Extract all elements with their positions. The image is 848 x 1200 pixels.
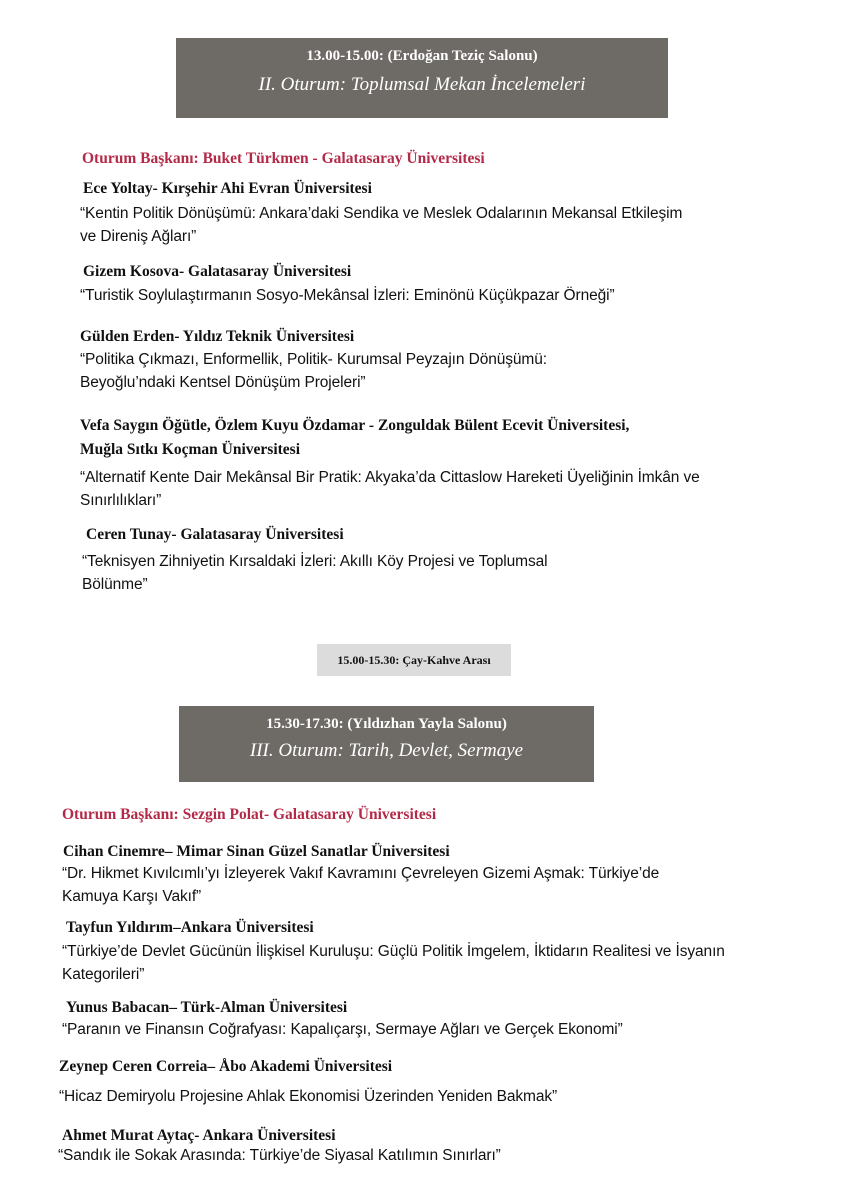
talk-title-line: “Sandık ile Sokak Arasında: Türkiye’de Siyasal Katılımın Sınırları” bbox=[58, 1147, 501, 1164]
talk-title-line: Kamuya Karşı Vakıf” bbox=[62, 888, 202, 905]
session3-chair: Oturum Başkanı: Sezgin Polat- Galatasaray Üniversitesi bbox=[62, 806, 437, 823]
talk-author: Ece Yoltay- Kırşehir Ahi Evran Üniversitesi bbox=[83, 180, 372, 197]
talk-title bbox=[80, 348, 780, 394]
talk-title bbox=[80, 202, 780, 248]
talk-title-line: “Politika Çıkmazı, Enformellik, Politik- Kurumsal Peyzajın Dönüşümü: bbox=[80, 351, 547, 368]
talk-author: Ceren Tunay- Galatasaray Üniversitesi bbox=[86, 526, 344, 543]
talk-title bbox=[82, 550, 702, 596]
talk-title bbox=[58, 1144, 778, 1167]
talk-author: Yunus Babacan– Türk-Alman Üniversitesi bbox=[66, 999, 348, 1016]
session3-header bbox=[179, 706, 594, 782]
talk-title-line: Kategorileri” bbox=[62, 966, 145, 983]
talk-title-line: Sınırlılıkları” bbox=[80, 492, 162, 509]
talk-title-line: “Dr. Hikmet Kıvılcımlı’yı İzleyerek Vakıf Kavramını Çevreleyen Gizemi Aşmak: Türkiye’de bbox=[62, 865, 660, 882]
session3-title: III. Oturum: Tarih, Devlet, Sermaye bbox=[249, 740, 524, 761]
talk-title bbox=[62, 862, 782, 908]
talk-title-line: “Hicaz Demiryolu Projesine Ahlak Ekonomisi Üzerinden Yeniden Bakmak” bbox=[59, 1088, 558, 1105]
talk-title bbox=[80, 284, 780, 307]
talk-author: Tayfun Yıldırım–Ankara Üniversitesi bbox=[66, 919, 314, 936]
talk-title-line: “Paranın ve Finansın Coğrafyası: Kapalıçarşı, Sermaye Ağları ve Gerçek Ekonomi” bbox=[62, 1021, 623, 1038]
session2-time: 13.00-15.00: (Erdoğan Teziç Salonu) bbox=[306, 48, 538, 64]
talk-author-line: Muğla Sıtkı Koçman Üniversitesi bbox=[80, 441, 301, 458]
talk-title-line: “Teknisyen Zihniyetin Kırsaldaki İzleri: Akıllı Köy Projesi ve Toplumsal bbox=[82, 553, 548, 570]
talk-author bbox=[80, 414, 629, 462]
talk-author: Gülden Erden- Yıldız Teknik Üniversitesi bbox=[80, 328, 355, 345]
talk-author-line: Vefa Saygın Öğütle, Özlem Kuyu Özdamar - Zonguldak Bülent Ecevit Üniversitesi, bbox=[80, 417, 630, 434]
talk-author: Gizem Kosova- Galatasaray Üniversitesi bbox=[83, 263, 352, 280]
talk-title-line: “Alternatif Kente Dair Mekânsal Bir Pratik: Akyaka’da Cittaslow Hareketi Üyeliğinin İmkân ve bbox=[80, 469, 700, 486]
talk-title-line: “Kentin Politik Dönüşümü: Ankara’daki Sendika ve Meslek Odalarının Mekansal Etkileşim bbox=[80, 205, 683, 222]
talk-title bbox=[62, 940, 792, 986]
talk-title bbox=[80, 466, 780, 512]
talk-title-line: “Türkiye’de Devlet Gücünün İlişkisel Kuruluşu: Güçlü Politik İmgelem, İktidarın Realitesi ve İsyanın bbox=[62, 943, 725, 960]
session2-title: II. Oturum: Toplumsal Mekan İncelemeleri bbox=[258, 74, 586, 95]
talk-title-line: “Turistik Soylulaştırmanın Sosyo-Mekânsal İzleri: Eminönü Küçükpazar Örneği” bbox=[80, 287, 615, 304]
talk-title-line: Beyoğlu’ndaki Kentsel Dönüşüm Projeleri” bbox=[80, 374, 366, 391]
talk-title bbox=[62, 1018, 782, 1041]
talk-author: Zeynep Ceren Correia– Åbo Akademi Üniversitesi bbox=[59, 1058, 393, 1075]
session3-time: 15.30-17.30: (Yıldızhan Yayla Salonu) bbox=[266, 716, 507, 732]
talk-title bbox=[59, 1085, 779, 1108]
talk-title-line: Bölünme” bbox=[82, 576, 148, 593]
coffee-break: 15.00-15.30: Çay-Kahve Arası bbox=[317, 644, 511, 676]
talk-author: Cihan Cinemre– Mimar Sinan Güzel Sanatlar Üniversitesi bbox=[63, 843, 450, 860]
session2-chair: Oturum Başkanı: Buket Türkmen - Galatasaray Üniversitesi bbox=[82, 150, 485, 167]
talk-title-line: ve Direniş Ağları” bbox=[80, 228, 197, 245]
talk-author: Ahmet Murat Aytaç- Ankara Üniversitesi bbox=[62, 1127, 336, 1144]
session2-header bbox=[176, 38, 668, 118]
